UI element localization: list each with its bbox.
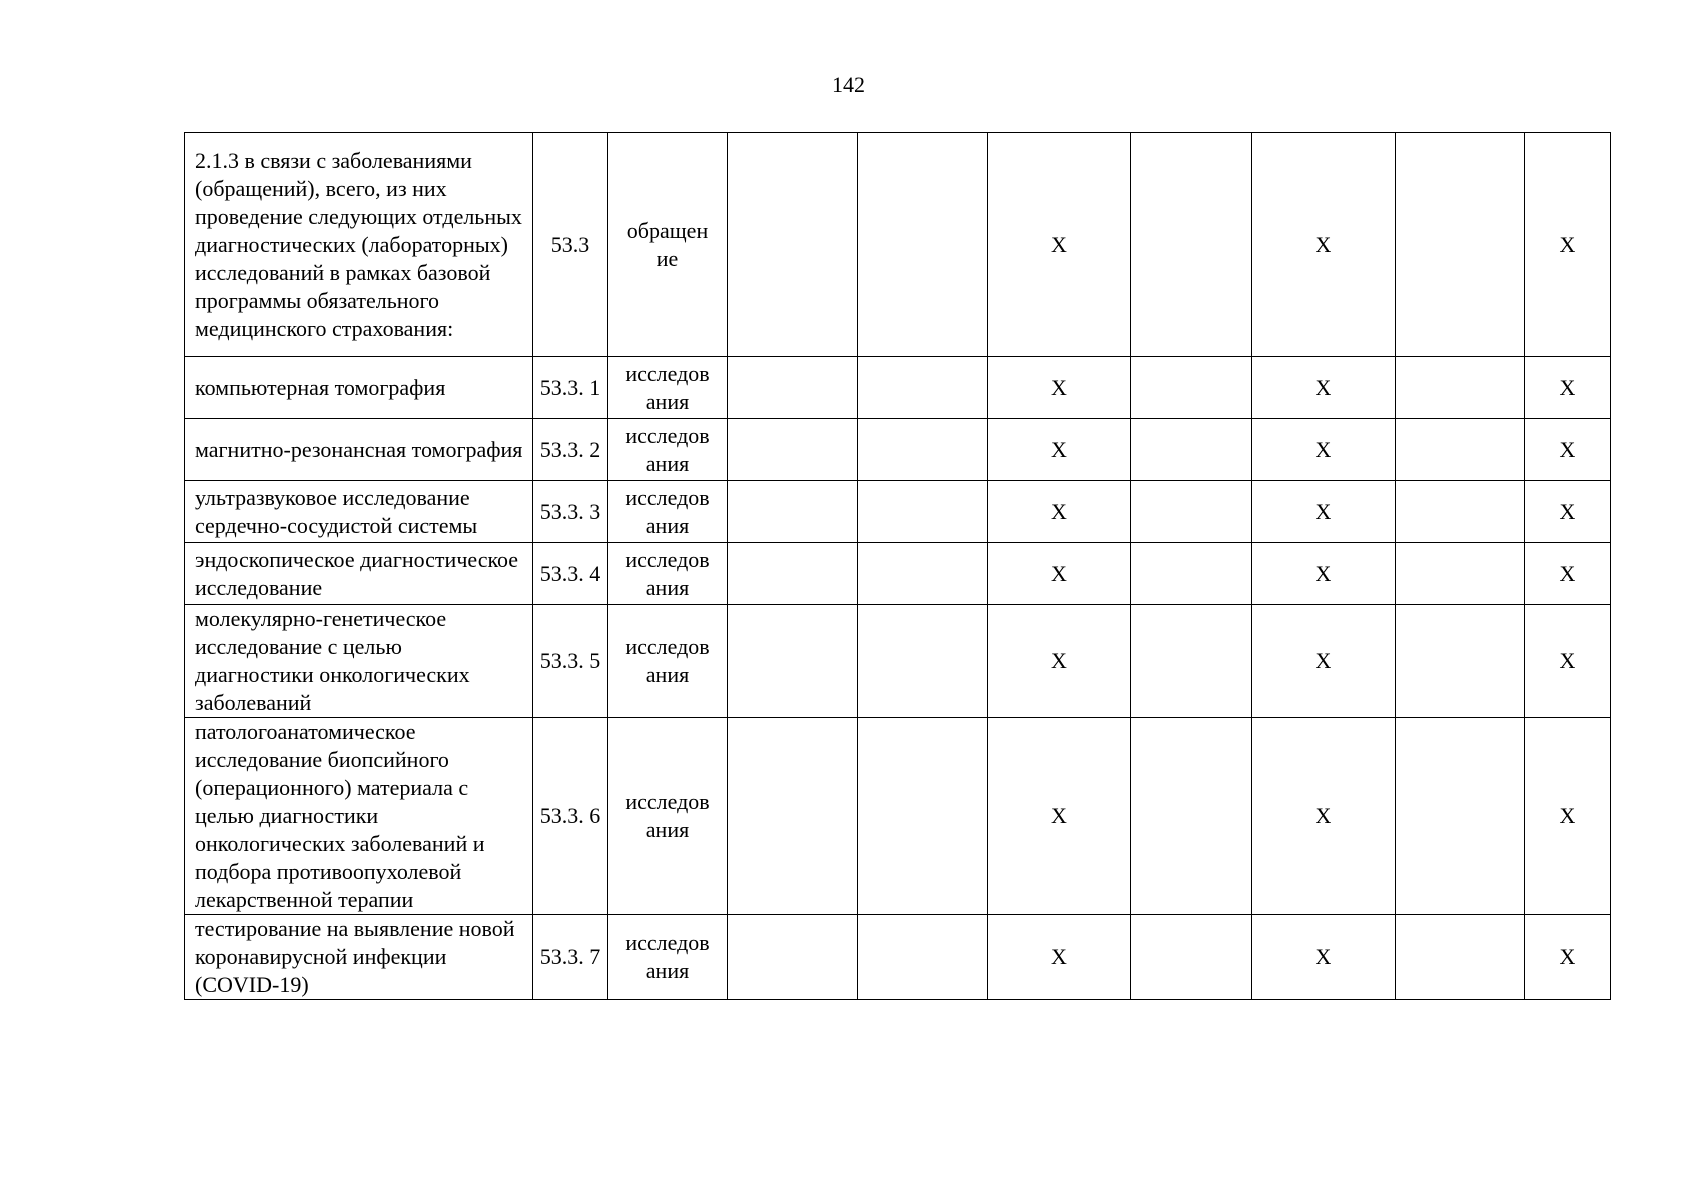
row-name-cell: ультразвуковое исследование сердечно-сосудистой системы xyxy=(185,481,533,543)
row-value-cell: X xyxy=(1252,133,1396,357)
table-row xyxy=(185,543,1611,605)
row-value-cell: X xyxy=(1525,481,1611,543)
row-value-cell: X xyxy=(988,543,1131,605)
row-value-cell: X xyxy=(988,133,1131,357)
table-row xyxy=(185,133,1611,357)
row-name-cell: магнитно-резонансная томография xyxy=(185,419,533,481)
row-name-cell: тестирование на выявление новой коронавирусной инфекции (COVID-19) xyxy=(185,915,533,1000)
row-value-cell xyxy=(858,419,988,481)
row-code-cell: 53.3. 3 xyxy=(533,481,608,543)
row-value-cell xyxy=(728,481,858,543)
row-unit-cell: исследов ания xyxy=(608,481,728,543)
table-row xyxy=(185,915,1611,1000)
row-value-cell xyxy=(858,718,988,915)
table-row xyxy=(185,605,1611,718)
row-value-cell: X xyxy=(1525,419,1611,481)
row-unit-cell: исследов ания xyxy=(608,605,728,718)
row-unit-cell: исследов ания xyxy=(608,718,728,915)
row-value-cell xyxy=(728,605,858,718)
row-value-cell xyxy=(1131,543,1252,605)
row-value-cell: X xyxy=(1525,133,1611,357)
row-value-cell: X xyxy=(1525,605,1611,718)
row-name-cell: эндоскопическое диагностическое исследование xyxy=(185,543,533,605)
row-value-cell: X xyxy=(1525,718,1611,915)
row-value-cell xyxy=(858,481,988,543)
row-value-cell xyxy=(728,915,858,1000)
row-value-cell xyxy=(1131,357,1252,419)
row-value-cell xyxy=(728,718,858,915)
row-code-cell: 53.3 xyxy=(533,133,608,357)
row-unit-cell: исследов ания xyxy=(608,357,728,419)
row-value-cell: X xyxy=(1252,915,1396,1000)
row-code-cell: 53.3. 5 xyxy=(533,605,608,718)
row-code-cell: 53.3. 7 xyxy=(533,915,608,1000)
row-value-cell xyxy=(1396,718,1525,915)
row-value-cell xyxy=(1396,915,1525,1000)
row-value-cell: X xyxy=(1525,543,1611,605)
row-value-cell: X xyxy=(1525,357,1611,419)
row-value-cell: X xyxy=(988,605,1131,718)
row-value-cell xyxy=(728,543,858,605)
row-value-cell xyxy=(1131,419,1252,481)
row-value-cell xyxy=(728,419,858,481)
row-value-cell xyxy=(728,133,858,357)
row-code-cell: 53.3. 4 xyxy=(533,543,608,605)
row-value-cell xyxy=(1396,481,1525,543)
row-value-cell xyxy=(858,543,988,605)
page-number: 142 xyxy=(832,72,865,97)
row-value-cell: X xyxy=(1252,419,1396,481)
row-value-cell: X xyxy=(1252,605,1396,718)
row-name-cell: 2.1.3 в связи с заболеваниями (обращений), всего, из них проведение следующих отдельных диагностических (лабораторных) исследований в рамках базовой программы обязательного медицинского страхования: xyxy=(185,133,533,357)
data-table xyxy=(184,132,1611,1000)
row-value-cell xyxy=(1131,133,1252,357)
table-row xyxy=(185,718,1611,915)
row-value-cell: X xyxy=(1525,915,1611,1000)
row-value-cell xyxy=(1396,357,1525,419)
row-value-cell xyxy=(1131,605,1252,718)
table-row xyxy=(185,357,1611,419)
row-value-cell: X xyxy=(988,419,1131,481)
row-unit-cell: обращен ие xyxy=(608,133,728,357)
row-value-cell xyxy=(858,605,988,718)
row-value-cell xyxy=(1131,481,1252,543)
row-name-cell: компьютерная томография xyxy=(185,357,533,419)
row-value-cell xyxy=(1396,133,1525,357)
row-value-cell xyxy=(858,133,988,357)
row-value-cell: X xyxy=(1252,718,1396,915)
row-value-cell xyxy=(728,357,858,419)
row-value-cell xyxy=(1131,718,1252,915)
table-row xyxy=(185,419,1611,481)
row-code-cell: 53.3. 2 xyxy=(533,419,608,481)
row-unit-cell: исследов ания xyxy=(608,915,728,1000)
row-value-cell xyxy=(1396,419,1525,481)
row-value-cell: X xyxy=(988,718,1131,915)
row-value-cell xyxy=(1396,543,1525,605)
row-name-cell: молекулярно-генетическое исследование с целью диагностики онкологических заболеваний xyxy=(185,605,533,718)
row-code-cell: 53.3. 1 xyxy=(533,357,608,419)
row-unit-cell: исследов ания xyxy=(608,543,728,605)
table-body xyxy=(185,133,1611,1000)
row-value-cell: X xyxy=(988,357,1131,419)
row-value-cell: X xyxy=(988,915,1131,1000)
row-value-cell xyxy=(1396,605,1525,718)
row-value-cell: X xyxy=(1252,481,1396,543)
row-value-cell xyxy=(858,915,988,1000)
row-unit-cell: исследов ания xyxy=(608,419,728,481)
row-value-cell: X xyxy=(1252,543,1396,605)
row-value-cell: X xyxy=(1252,357,1396,419)
table-row xyxy=(185,481,1611,543)
row-value-cell xyxy=(1131,915,1252,1000)
row-value-cell xyxy=(858,357,988,419)
row-value-cell: X xyxy=(988,481,1131,543)
row-code-cell: 53.3. 6 xyxy=(533,718,608,915)
row-name-cell: патологоанатомическое исследование биопсийного (операционного) материала с целью диагностики онкологических заболеваний и подбора противоопухолевой лекарственной терапии xyxy=(185,718,533,915)
